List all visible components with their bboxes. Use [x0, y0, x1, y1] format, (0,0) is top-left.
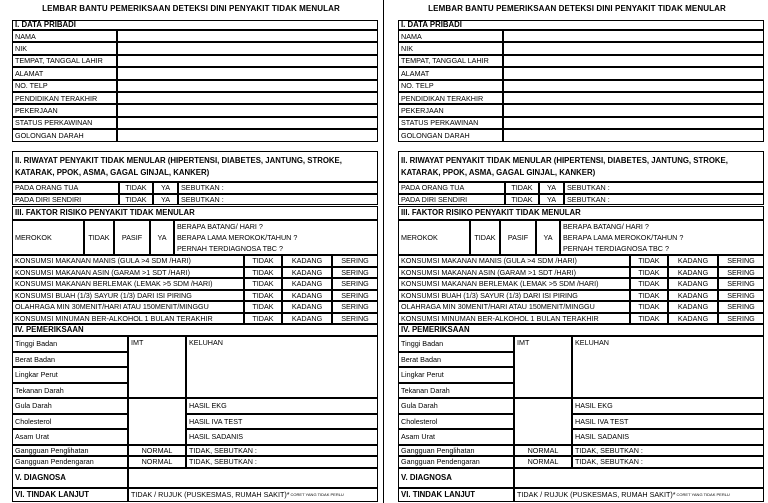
- hasil-iva-field[interactable]: HASIL IVA TEST: [572, 414, 764, 430]
- section-diagnosa-heading: V. DIAGNOSA: [12, 468, 128, 488]
- form-title: LEMBAR BANTU PEMERIKSAAN DETEKSI DINI PENYAKIT TIDAK MENULAR: [428, 4, 726, 13]
- habit-tidak-option[interactable]: TIDAK: [630, 278, 668, 290]
- habit-sering-option[interactable]: SERING: [718, 313, 764, 325]
- habit-sering-option[interactable]: SERING: [332, 313, 378, 325]
- data-pribadi-label: NO. TELP: [398, 80, 503, 92]
- section-tindak-lanjut-heading: VI. TINDAK LANJUT: [12, 488, 128, 502]
- faktor-risiko-habit-label: KONSUMSI MAKANAN ASIN (GARAM >1 SDT /HARI): [398, 267, 630, 279]
- habit-sering-option[interactable]: SERING: [332, 267, 378, 279]
- riwayat-ya-option[interactable]: YA: [153, 194, 178, 206]
- habit-tidak-option[interactable]: TIDAK: [244, 290, 282, 302]
- data-pribadi-value[interactable]: [503, 80, 764, 92]
- data-pribadi-value[interactable]: [117, 92, 378, 104]
- penglihatan-normal-option[interactable]: NORMAL: [514, 445, 572, 457]
- faktor-risiko-habit-label: OLAHRAGA MIN 30MENIT/HARI ATAU 150MENIT/MINGGU: [398, 301, 630, 313]
- form-title: LEMBAR BANTU PEMERIKSAAN DETEKSI DINI PENYAKIT TIDAK MENULAR: [42, 4, 340, 13]
- data-pribadi-label: STATUS PERKAWINAN: [398, 117, 503, 129]
- section-diagnosa-heading: V. DIAGNOSA: [398, 468, 514, 488]
- data-pribadi-value[interactable]: [503, 67, 764, 79]
- riwayat-ya-option[interactable]: YA: [539, 194, 564, 206]
- habit-sering-option[interactable]: SERING: [332, 301, 378, 313]
- habit-sering-option[interactable]: SERING: [332, 290, 378, 302]
- pemeriksaan-label: Gangguan Pendengaran: [398, 456, 514, 468]
- form-sheet-right: [388, 0, 766, 503]
- pemeriksaan-label: Tinggi Badan: [398, 336, 514, 352]
- merokok-question: PERNAH TERDIAGNOSA TBC ?: [177, 243, 283, 253]
- section-pemeriksaan-heading: IV. PEMERIKSAAN: [398, 324, 764, 336]
- faktor-risiko-habit-label: KONSUMSI MAKANAN BERLEMAK (LEMAK >5 SDM /HARI): [398, 278, 630, 290]
- habit-kadang-option[interactable]: KADANG: [668, 301, 718, 313]
- merokok-label: MEROKOK: [398, 220, 470, 255]
- merokok-question: BERAPA BATANG/ HARI ?: [177, 221, 263, 231]
- habit-sering-option[interactable]: SERING: [718, 255, 764, 267]
- data-pribadi-value[interactable]: [503, 55, 764, 67]
- pemeriksaan-blank: [514, 398, 572, 445]
- data-pribadi-label: NIK: [12, 42, 117, 54]
- data-pribadi-label: NO. TELP: [12, 80, 117, 92]
- data-pribadi-value[interactable]: [117, 80, 378, 92]
- data-pribadi-value[interactable]: [117, 104, 378, 116]
- data-pribadi-value[interactable]: [117, 55, 378, 67]
- pemeriksaan-label: Gula Darah: [398, 398, 514, 414]
- faktor-risiko-habit-label: KONSUMSI MAKANAN MANIS (GULA >4 SDM /HARI): [12, 255, 244, 267]
- data-pribadi-label: GOLONGAN DARAH: [398, 129, 503, 141]
- data-pribadi-value[interactable]: [503, 92, 764, 104]
- faktor-risiko-habit-label: KONSUMSI MINUMAN BER-ALKOHOL 1 BULAN TERAKHIR: [12, 313, 244, 325]
- habit-kadang-option[interactable]: KADANG: [668, 313, 718, 325]
- merokok-tidak-option[interactable]: TIDAK: [84, 220, 114, 255]
- habit-tidak-option[interactable]: TIDAK: [630, 313, 668, 325]
- pendengaran-sebutkan-field[interactable]: TIDAK, SEBUTKAN :: [572, 456, 764, 468]
- faktor-risiko-habit-label: KONSUMSI MAKANAN MANIS (GULA >4 SDM /HARI): [398, 255, 630, 267]
- section-tindak-lanjut-heading: VI. TINDAK LANJUT: [398, 488, 514, 502]
- habit-kadang-option[interactable]: KADANG: [668, 255, 718, 267]
- merokok-question: BERAPA LAMA MEROKOK/TAHUN ?: [177, 232, 298, 242]
- faktor-risiko-habit-label: OLAHRAGA MIN 30MENIT/HARI ATAU 150MENIT/MINGGU: [12, 301, 244, 313]
- data-pribadi-label: NIK: [398, 42, 503, 54]
- sheet-divider: [383, 0, 384, 503]
- pemeriksaan-label: Berat Badan: [12, 352, 128, 368]
- data-pribadi-label: TEMPAT, TANGGAL LAHIR: [12, 55, 117, 67]
- merokok-question: PERNAH TERDIAGNOSA TBC ?: [563, 243, 669, 253]
- penglihatan-sebutkan-field[interactable]: TIDAK, SEBUTKAN :: [572, 445, 764, 457]
- merokok-tidak-option[interactable]: TIDAK: [470, 220, 500, 255]
- habit-kadang-option[interactable]: KADANG: [282, 267, 332, 279]
- habit-kadang-option[interactable]: KADANG: [668, 290, 718, 302]
- form-sheet-left: [2, 0, 380, 503]
- merokok-label: MEROKOK: [12, 220, 84, 255]
- habit-sering-option[interactable]: SERING: [718, 290, 764, 302]
- riwayat-row-label: PADA DIRI SENDIRI: [398, 194, 505, 206]
- riwayat-sebutkan-field[interactable]: SEBUTKAN :: [178, 182, 378, 194]
- hasil-iva-field[interactable]: HASIL IVA TEST: [186, 414, 378, 430]
- pemeriksaan-label: Cholesterol: [398, 414, 514, 430]
- tindak-lanjut-note: CORET YANG TIDAK PERLU: [290, 492, 344, 497]
- form-grid: [398, 20, 766, 502]
- habit-kadang-option[interactable]: KADANG: [282, 255, 332, 267]
- pendengaran-sebutkan-field[interactable]: TIDAK, SEBUTKAN :: [186, 456, 378, 468]
- section-pemeriksaan-heading: IV. PEMERIKSAAN: [12, 324, 378, 336]
- habit-tidak-option[interactable]: TIDAK: [630, 267, 668, 279]
- pendengaran-normal-option[interactable]: NORMAL: [514, 456, 572, 468]
- pemeriksaan-label: Lingkar Perut: [398, 367, 514, 383]
- data-pribadi-label: ALAMAT: [398, 67, 503, 79]
- data-pribadi-label: NAMA: [398, 30, 503, 42]
- pemeriksaan-label: Gula Darah: [12, 398, 128, 414]
- merokok-questions: [174, 220, 378, 255]
- data-pribadi-label: PENDIDIKAN TERAKHIR: [12, 92, 117, 104]
- imt-field[interactable]: IMT: [128, 336, 186, 398]
- hasil-sadanis-field[interactable]: HASIL SADANIS: [186, 429, 378, 445]
- data-pribadi-label: TEMPAT, TANGGAL LAHIR: [398, 55, 503, 67]
- habit-tidak-option[interactable]: TIDAK: [630, 255, 668, 267]
- pemeriksaan-label: Tekanan Darah: [398, 383, 514, 399]
- pemeriksaan-label: Gangguan Penglihatan: [398, 445, 514, 457]
- habit-tidak-option[interactable]: TIDAK: [244, 313, 282, 325]
- keluhan-field[interactable]: KELUHAN: [186, 336, 378, 398]
- data-pribadi-value[interactable]: [503, 129, 764, 141]
- riwayat-tidak-option[interactable]: TIDAK: [119, 182, 153, 194]
- riwayat-ya-option[interactable]: YA: [539, 182, 564, 194]
- data-pribadi-value[interactable]: [117, 67, 378, 79]
- riwayat-sebutkan-field[interactable]: SEBUTKAN :: [178, 194, 378, 206]
- data-pribadi-label: GOLONGAN DARAH: [12, 129, 117, 141]
- faktor-risiko-habit-label: KONSUMSI BUAH (1/3) SAYUR (1/3) DARI ISI PIRING: [12, 290, 244, 302]
- diagnosa-field[interactable]: [128, 468, 378, 488]
- merokok-pasif-option[interactable]: PASIF: [114, 220, 150, 255]
- data-pribadi-value[interactable]: [117, 30, 378, 42]
- riwayat-tidak-option[interactable]: TIDAK: [505, 182, 539, 194]
- pemeriksaan-blank: [128, 398, 186, 445]
- pemeriksaan-label: Gangguan Pendengaran: [12, 456, 128, 468]
- hasil-ekg-field[interactable]: HASIL EKG: [572, 398, 764, 414]
- data-pribadi-value[interactable]: [117, 129, 378, 141]
- data-pribadi-label: PEKERJAAN: [12, 104, 117, 116]
- penglihatan-sebutkan-field[interactable]: TIDAK, SEBUTKAN :: [186, 445, 378, 457]
- hasil-ekg-field[interactable]: HASIL EKG: [186, 398, 378, 414]
- tindak-lanjut-options: TIDAK / RUJUK (PUSKESMAS, RUMAH SAKIT)*: [131, 490, 290, 500]
- data-pribadi-label: PEKERJAAN: [398, 104, 503, 116]
- faktor-risiko-habit-label: KONSUMSI MINUMAN BER-ALKOHOL 1 BULAN TERAKHIR: [398, 313, 630, 325]
- diagnosa-field[interactable]: [514, 468, 764, 488]
- imt-field[interactable]: IMT: [514, 336, 572, 398]
- data-pribadi-value[interactable]: [503, 117, 764, 129]
- data-pribadi-label: STATUS PERKAWINAN: [12, 117, 117, 129]
- habit-sering-option[interactable]: SERING: [332, 255, 378, 267]
- data-pribadi-value[interactable]: [117, 42, 378, 54]
- tindak-lanjut-options: TIDAK / RUJUK (PUSKESMAS, RUMAH SAKIT)*: [517, 490, 676, 500]
- pemeriksaan-label: Tekanan Darah: [12, 383, 128, 399]
- riwayat-sebutkan-field[interactable]: SEBUTKAN :: [564, 194, 764, 206]
- riwayat-row-label: PADA ORANG TUA: [12, 182, 119, 194]
- merokok-ya-option[interactable]: YA: [536, 220, 560, 255]
- riwayat-sebutkan-field[interactable]: SEBUTKAN :: [564, 182, 764, 194]
- tindak-lanjut-field[interactable]: [514, 488, 764, 502]
- pemeriksaan-label: Asam Urat: [12, 429, 128, 445]
- data-pribadi-value[interactable]: [503, 104, 764, 116]
- faktor-risiko-habit-label: KONSUMSI MAKANAN ASIN (GARAM >1 SDT /HARI): [12, 267, 244, 279]
- data-pribadi-value[interactable]: [503, 30, 764, 42]
- data-pribadi-label: NAMA: [12, 30, 117, 42]
- tindak-lanjut-field[interactable]: [128, 488, 378, 502]
- riwayat-tidak-option[interactable]: TIDAK: [119, 194, 153, 206]
- riwayat-row-label: PADA DIRI SENDIRI: [12, 194, 119, 206]
- pemeriksaan-label: Gangguan Penglihatan: [12, 445, 128, 457]
- merokok-questions: [560, 220, 764, 255]
- pemeriksaan-label: Cholesterol: [12, 414, 128, 430]
- tindak-lanjut-note: CORET YANG TIDAK PERLU: [676, 492, 730, 497]
- pemeriksaan-label: Berat Badan: [398, 352, 514, 368]
- habit-sering-option[interactable]: SERING: [718, 267, 764, 279]
- pemeriksaan-label: Asam Urat: [398, 429, 514, 445]
- habit-kadang-option[interactable]: KADANG: [282, 278, 332, 290]
- habit-sering-option[interactable]: SERING: [718, 301, 764, 313]
- data-pribadi-value[interactable]: [117, 117, 378, 129]
- habit-kadang-option[interactable]: KADANG: [668, 267, 718, 279]
- habit-tidak-option[interactable]: TIDAK: [244, 301, 282, 313]
- merokok-question: BERAPA LAMA MEROKOK/TAHUN ?: [563, 232, 684, 242]
- pemeriksaan-label: Lingkar Perut: [12, 367, 128, 383]
- merokok-pasif-option[interactable]: PASIF: [500, 220, 536, 255]
- data-pribadi-value[interactable]: [503, 42, 764, 54]
- section-faktor-risiko-heading: III. FAKTOR RISIKO PENYAKIT TIDAK MENULAR: [12, 206, 378, 220]
- faktor-risiko-habit-label: KONSUMSI MAKANAN BERLEMAK (LEMAK >5 SDM /HARI): [12, 278, 244, 290]
- habit-sering-option[interactable]: SERING: [332, 278, 378, 290]
- section-riwayat-heading: II. RIWAYAT PENYAKIT TIDAK MENULAR (HIPERTENSI, DIABETES, JANTUNG, STROKE, KATARAK, PPOK, ASMA, GAGAL GINJAL, KANKER): [398, 151, 764, 182]
- habit-tidak-option[interactable]: TIDAK: [630, 290, 668, 302]
- habit-kadang-option[interactable]: KADANG: [282, 313, 332, 325]
- section-faktor-risiko-heading: III. FAKTOR RISIKO PENYAKIT TIDAK MENULAR: [398, 206, 764, 220]
- form-grid: [12, 20, 380, 502]
- hasil-sadanis-field[interactable]: HASIL SADANIS: [572, 429, 764, 445]
- habit-tidak-option[interactable]: TIDAK: [630, 301, 668, 313]
- section-data-pribadi-heading: I. DATA PRIBADI: [398, 20, 764, 30]
- habit-tidak-option[interactable]: TIDAK: [244, 267, 282, 279]
- pendengaran-normal-option[interactable]: NORMAL: [128, 456, 186, 468]
- section-riwayat-heading: II. RIWAYAT PENYAKIT TIDAK MENULAR (HIPERTENSI, DIABETES, JANTUNG, STROKE, KATARAK, PPOK, ASMA, GAGAL GINJAL, KANKER): [12, 151, 378, 182]
- data-pribadi-label: PENDIDIKAN TERAKHIR: [398, 92, 503, 104]
- section-data-pribadi-heading: I. DATA PRIBADI: [12, 20, 378, 30]
- riwayat-row-label: PADA ORANG TUA: [398, 182, 505, 194]
- keluhan-field[interactable]: KELUHAN: [572, 336, 764, 398]
- riwayat-ya-option[interactable]: YA: [153, 182, 178, 194]
- habit-kadang-option[interactable]: KADANG: [282, 301, 332, 313]
- habit-kadang-option[interactable]: KADANG: [668, 278, 718, 290]
- habit-sering-option[interactable]: SERING: [718, 278, 764, 290]
- penglihatan-normal-option[interactable]: NORMAL: [128, 445, 186, 457]
- habit-tidak-option[interactable]: TIDAK: [244, 255, 282, 267]
- pemeriksaan-label: Tinggi Badan: [12, 336, 128, 352]
- data-pribadi-label: ALAMAT: [12, 67, 117, 79]
- merokok-question: BERAPA BATANG/ HARI ?: [563, 221, 649, 231]
- merokok-ya-option[interactable]: YA: [150, 220, 174, 255]
- habit-tidak-option[interactable]: TIDAK: [244, 278, 282, 290]
- habit-kadang-option[interactable]: KADANG: [282, 290, 332, 302]
- faktor-risiko-habit-label: KONSUMSI BUAH (1/3) SAYUR (1/3) DARI ISI PIRING: [398, 290, 630, 302]
- riwayat-tidak-option[interactable]: TIDAK: [505, 194, 539, 206]
